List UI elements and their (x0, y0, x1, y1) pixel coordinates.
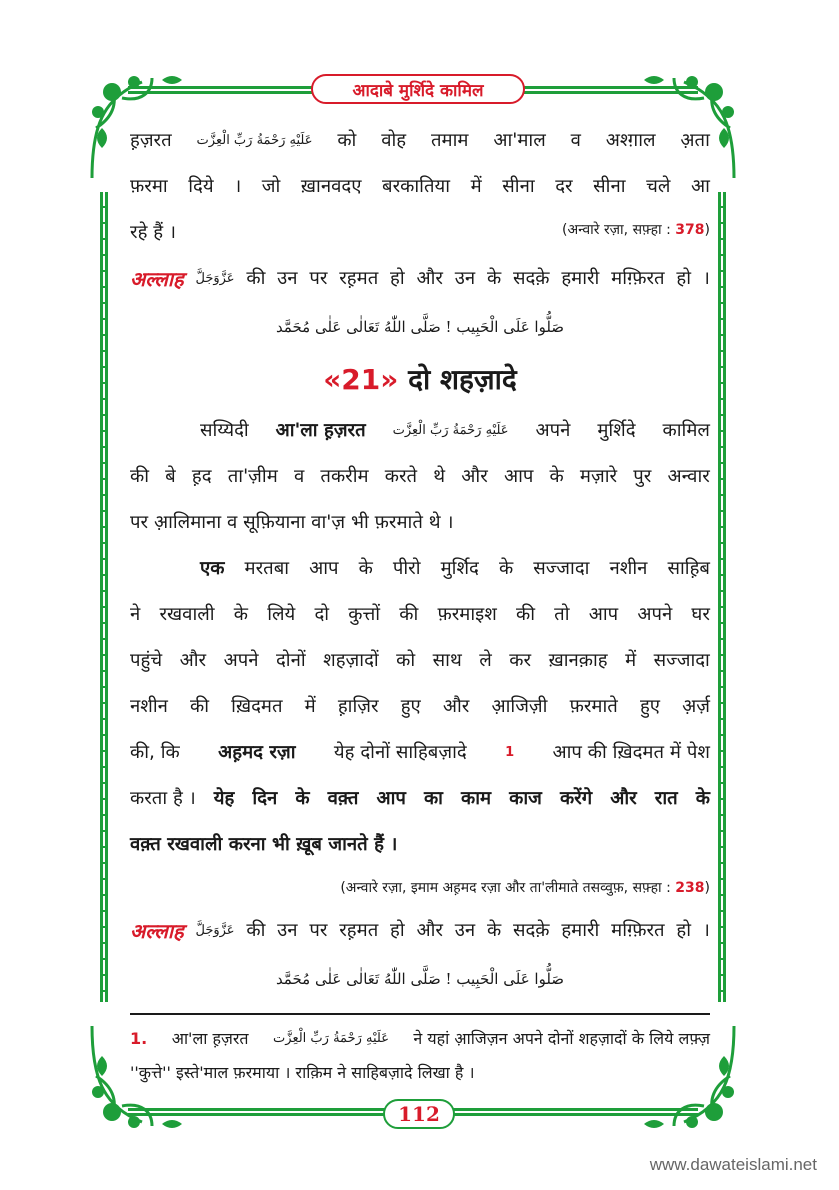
footnote-marker[interactable]: 1 (505, 745, 515, 760)
word: की (246, 920, 266, 941)
word: रखवाली (159, 604, 215, 625)
text-line (130, 592, 710, 638)
bold-word: रात (654, 788, 678, 809)
word: ख़िदमत (231, 696, 283, 717)
word: नशीन (130, 696, 168, 717)
word: में (304, 696, 316, 717)
bold-word: दिन (252, 788, 278, 809)
word: आ'माल (493, 130, 546, 151)
word: आप (588, 604, 619, 625)
word: ता'ज़ीम (227, 466, 278, 487)
word: हो (676, 268, 692, 289)
word: अपने (637, 604, 673, 625)
word: सदक़े (512, 920, 550, 941)
footnote-line: ''कुत्ते'' इस्ते'माल फ़रमाया । राक़िम ने साहिबज़ादे लिखा है । (130, 1063, 475, 1082)
word: सदक़े (512, 268, 550, 289)
reference-citation (562, 210, 710, 256)
bold-word: काम (461, 788, 492, 809)
word: अ़र्ज़ (682, 696, 710, 717)
word: लिये (267, 604, 296, 625)
word: हमारी (561, 920, 600, 941)
text-line (130, 776, 710, 822)
word: । (234, 176, 242, 197)
word: कर (509, 650, 532, 671)
bold-word: करेंगे (559, 788, 593, 809)
word: सय्यिदी (200, 420, 249, 441)
word: हुए (639, 696, 660, 717)
word: उन (454, 268, 476, 289)
word: के (358, 558, 373, 579)
word: वोह (381, 130, 407, 151)
text-line (130, 454, 710, 500)
word: रह़मत (339, 268, 379, 289)
word: हो (676, 920, 692, 941)
word: मज़ारे (579, 466, 618, 487)
word: दोनों (275, 650, 306, 671)
salawat-line: صَلُّوا عَلَی الْحَبِيب ! صَلَّی اللّٰهُ تَعَالٰی عَلٰی مُحَمَّد (275, 318, 565, 336)
text-line (130, 408, 710, 454)
word: दर (555, 176, 573, 197)
word: और (416, 920, 443, 941)
word: हो (390, 268, 405, 289)
heading-number-value: 21 (341, 363, 381, 396)
word: मग़्फ़िरत (611, 920, 665, 941)
bold-word: काज (509, 788, 542, 809)
word: की (246, 268, 266, 289)
reference-page-number: 378 (675, 222, 705, 238)
allah-calligraphy: अल्लाह (130, 267, 184, 291)
word: पहुंचे (130, 650, 163, 671)
word: सज्जादा (653, 650, 710, 671)
heading-number: «21» (323, 363, 399, 396)
word: ने यहां आ़जिज़न अपने दोनों शहज़ादों के लिये लफ़्ज़ (413, 1029, 710, 1048)
word: ह़द (191, 466, 212, 487)
word: सीना (502, 176, 535, 197)
text-line (130, 118, 710, 164)
frame-left-border (100, 192, 108, 1002)
website-watermark[interactable]: www.dawateislami.net (649, 1155, 817, 1174)
word: तो (554, 604, 570, 625)
word: आप (309, 558, 339, 579)
word: सज्जादा (533, 558, 590, 579)
word: के (549, 466, 564, 487)
word: और (416, 268, 443, 289)
word: शहज़ादों (323, 650, 379, 671)
word: को (337, 130, 357, 151)
text-line (130, 164, 710, 210)
reference-citation (130, 868, 710, 908)
word: की (130, 466, 149, 487)
word: बरकातिया (382, 176, 451, 197)
bold-word: येह (213, 788, 235, 809)
salawat-line: صَلُّوا عَلَی الْحَبِيب ! صَلَّی اللّٰهُ تَعَالٰی عَلٰی مُحَمَّد (275, 970, 565, 988)
word: के (486, 268, 502, 289)
word: हुए (400, 696, 421, 717)
word: की, कि (130, 742, 180, 763)
word: अपने (223, 650, 259, 671)
word: ख़ानवदए (300, 176, 362, 197)
word: के (486, 920, 502, 941)
bold-word: का (423, 788, 443, 809)
word: येह दोनों साहिबज़ादे (333, 742, 467, 763)
word: अ़ता (680, 130, 710, 151)
arabic-honorific: عَزَّوَجَلَّ (195, 923, 235, 938)
word: में (470, 176, 482, 197)
word: व (293, 466, 305, 487)
book-title-badge: आदाबे मुर्शिदे कामिल (311, 74, 525, 104)
reference-text: (अन्वारे रज़ा, इमाम अह़मद रज़ा और ता'लीमाते तसव्वुफ़, सफ़्हा : (340, 880, 676, 896)
heading-text: दो शहज़ादे (408, 363, 517, 396)
word: अपने (535, 420, 571, 441)
word: दो (314, 604, 330, 625)
word: और (461, 466, 488, 487)
word: उन (277, 920, 298, 941)
word: ह़ज़रत (130, 130, 172, 151)
bold-word: आप (376, 788, 406, 809)
word: करता है । (130, 788, 196, 809)
word: आप (503, 466, 534, 487)
word: हमारी (561, 268, 600, 289)
text-line: पर आ़लिमाना व सूफ़ियाना वा'ज़ भी फ़रमाते थे । (130, 512, 454, 533)
word: घर (691, 604, 710, 625)
word: सीना (593, 176, 626, 197)
word: करते (384, 466, 418, 487)
word: उन (454, 920, 476, 941)
text-line (130, 684, 710, 730)
bold-word: और (610, 788, 637, 809)
word: पर (309, 268, 328, 289)
word: ह़ाज़िर (337, 696, 379, 717)
word: की (515, 604, 535, 625)
text-line (130, 638, 710, 684)
arabic-honorific: عَلَيْهِ رَحْمَةُ رَبِّ الْعِزَّت (196, 133, 313, 148)
word: रहे हैं । (130, 222, 176, 243)
footnote-line (130, 1022, 710, 1056)
word: पर (309, 920, 328, 941)
word: के (233, 604, 248, 625)
footnote-divider (130, 1013, 710, 1015)
reference-page-number: 238 (675, 880, 705, 896)
footnote-number: 1. (130, 1029, 148, 1048)
dua-line (130, 256, 710, 302)
arabic-honorific: عَزَّوَجَلَّ (195, 271, 235, 286)
bold-name: अह़मद रज़ा (218, 742, 296, 763)
word: में (625, 650, 637, 671)
word: थे (433, 466, 446, 487)
word: रह़मत (339, 920, 379, 941)
word: मुर्शिद (440, 558, 479, 579)
text-line (130, 210, 710, 256)
word: अश्ग़ाल (605, 130, 656, 151)
word: उन (277, 268, 298, 289)
word: ले (479, 650, 492, 671)
word: के (498, 558, 514, 579)
word: नशीन (609, 558, 648, 579)
word: फ़रमाते (569, 696, 618, 717)
word: पीरो (392, 558, 421, 579)
word: को (396, 650, 416, 671)
word: कुत्तों (348, 604, 381, 625)
word: चले (646, 176, 671, 197)
text-line: वक़्त रखवाली करना भी ख़ूब जानते हैं । (130, 834, 398, 855)
word: जो (261, 176, 281, 197)
word: साथ (432, 650, 462, 671)
word: की (190, 696, 210, 717)
text-line (130, 730, 710, 776)
reference-text: (अन्वारे रज़ा, सफ़्हा : (562, 222, 676, 238)
section-heading (130, 352, 710, 408)
bold-word: के (295, 788, 310, 809)
allah-calligraphy: अल्लाह (130, 919, 184, 943)
text-line (130, 546, 710, 592)
reference-close: ) (704, 222, 710, 238)
word: और (442, 696, 470, 717)
reference-close: ) (704, 880, 710, 896)
arabic-honorific: عَلَيْهِ رَحْمَةُ رَبِّ الْعِزَّت (273, 1031, 389, 1046)
bold-name: आ'ला ह़ज़रत (275, 420, 366, 441)
bold-word: एक (200, 558, 225, 579)
bold-word: वक़्त (327, 788, 359, 809)
word: व (570, 130, 581, 151)
word: आ़जिज़ी (491, 696, 548, 717)
word: और (179, 650, 207, 671)
word: साह़िब (667, 558, 710, 579)
word: आप की ख़िदमत में पेश (552, 742, 710, 763)
arabic-honorific: عَلَيْهِ رَحْمَةُ رَبِّ الْعِزَّت (392, 423, 509, 438)
word: हो (390, 920, 405, 941)
page-content (130, 118, 710, 1004)
word: मुर्शिदे (597, 420, 636, 441)
word: फ़रमा (130, 176, 168, 197)
word: अन्वार (667, 466, 710, 487)
word: आ (690, 176, 710, 197)
word: पुर (633, 466, 652, 487)
word: मग़्फ़िरत (611, 268, 665, 289)
word: दिये (188, 176, 214, 197)
frame-right-border (718, 192, 726, 1002)
word: तकरीम (320, 466, 369, 487)
word: कामिल (662, 420, 710, 441)
word: की (399, 604, 419, 625)
page-number-badge: 112 (383, 1099, 455, 1129)
word: तमाम (431, 130, 469, 151)
footnote (130, 1022, 710, 1090)
word: । (702, 268, 710, 289)
word: ने (130, 604, 141, 625)
word: आ'ला ह़ज़रत (171, 1029, 249, 1048)
word: फ़रमाइश (437, 604, 497, 625)
dua-line (130, 908, 710, 954)
word: मरतबा (244, 558, 290, 579)
word: बे (165, 466, 176, 487)
bold-word: के (695, 788, 710, 809)
word: । (702, 920, 710, 941)
word: ख़ानक़ाह (548, 650, 608, 671)
